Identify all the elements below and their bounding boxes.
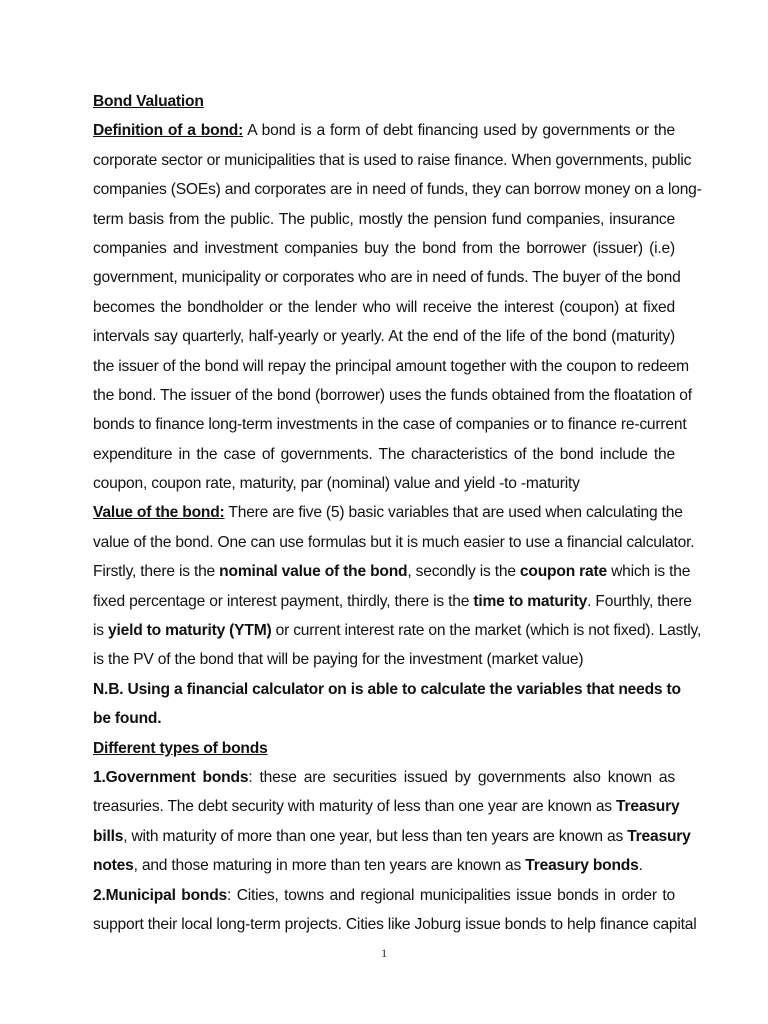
value-text: Firstly, there is the — [93, 563, 220, 581]
value-bold-term: time to maturity — [473, 592, 588, 610]
document-body — [93, 87, 702, 939]
types-heading-line — [93, 734, 675, 763]
gov-bonds-text: . — [638, 857, 643, 875]
value-line — [93, 557, 691, 586]
definition-line: the issuer of the bond will repay the principal amount together with the coupon to redeem — [93, 357, 689, 375]
value-heading: Value of the bond: — [93, 504, 225, 522]
value-text: which is the — [606, 563, 691, 581]
definition-line: bonds to finance long-term investments in the case of companies or to finance re-current — [93, 416, 687, 434]
muni-bonds-term: 2.Municipal bonds — [93, 886, 228, 904]
value-line — [93, 587, 692, 616]
value-text: fixed percentage or interest payment, thirdly, there is the — [93, 592, 474, 610]
value-line: is the PV of the bond that will be paying for the investment (market value) — [93, 651, 584, 669]
definition-line: the bond. The issuer of the bond (borrower) uses the funds obtained from the floatation of — [93, 386, 692, 404]
gov-bonds-line — [93, 763, 675, 792]
nb-note-line: be found. — [93, 710, 162, 728]
value-bold-term: nominal value of the bond — [219, 563, 408, 581]
gov-bonds-line — [93, 851, 675, 880]
definition-line — [93, 116, 675, 145]
gov-bonds-term: Treasury bonds — [525, 857, 639, 875]
gov-bonds-text: : these are securities issued by governments also known as — [248, 768, 675, 786]
gov-bonds-line — [93, 792, 680, 821]
muni-bonds-line: support their local long-term projects. Cities like Joburg issue bonds to help finance capital — [93, 915, 697, 933]
definition-line: government, municipality or corporates who are in need of funds. The buyer of the bond — [93, 269, 681, 287]
definition-line: intervals say quarterly, half-yearly or yearly. At the end of the life of the bond (maturity) — [93, 328, 675, 346]
gov-bonds-text: , and those maturing in more than ten years are known as — [133, 857, 526, 875]
definition-text: A bond is a form of debt financing used by governments or the — [243, 122, 675, 140]
gov-bonds-term: notes — [93, 857, 134, 875]
value-line: value of the bond. One can use formulas but it is much easier to use a financial calculator. — [93, 533, 695, 551]
gov-bonds-term: 1.Government bonds — [93, 768, 249, 786]
title-text: Bond Valuation — [93, 93, 204, 110]
value-text: , secondly is the — [407, 563, 520, 581]
definition-line: becomes the bondholder or the lender who will receive the interest (coupon) at fixed — [93, 298, 675, 316]
muni-bonds-text: : Cities, towns and regional municipalities issue bonds in order to — [227, 886, 675, 904]
definition-line: coupon, coupon rate, maturity, par (nominal) value and yield -to -maturity — [93, 475, 580, 493]
definition-line: companies (SOEs) and corporates are in need of funds, they can borrow money on a long- — [93, 181, 702, 199]
value-text: or current interest rate on the market (which is not fixed). Lastly, — [271, 622, 702, 640]
definition-line: companies and investment companies buy the bond from the borrower (issuer) (i.e) — [93, 239, 675, 257]
value-line — [93, 498, 683, 527]
gov-bonds-text: , with maturity of more than one year, but less than ten years are known as — [123, 827, 628, 845]
value-bold-term: coupon rate — [519, 563, 607, 581]
definition-line: term basis from the public. The public, mostly the pension fund companies, insurance — [93, 210, 675, 228]
muni-bonds-line — [93, 881, 675, 910]
gov-bonds-text: treasuries. The debt security with maturity of less than one year are known as — [93, 798, 617, 816]
gov-bonds-term: Treasury — [616, 798, 680, 816]
types-heading: Different types of bonds — [93, 739, 268, 757]
page-number: 1 — [381, 946, 387, 960]
value-text: There are five (5) basic variables that are used when calculating the — [224, 504, 683, 522]
nb-note-line: N.B. Using a financial calculator on is able to calculate the variables that needs to — [93, 680, 681, 698]
value-text: is — [93, 622, 108, 640]
gov-bonds-line — [93, 822, 691, 851]
definition-line: corporate sector or municipalities that is used to raise finance. When governments, public — [93, 151, 692, 169]
gov-bonds-term: bills — [93, 827, 124, 845]
document-title — [93, 87, 675, 116]
value-text: . Fourthly, there — [587, 592, 692, 610]
value-line — [93, 616, 702, 645]
gov-bonds-term: Treasury — [627, 827, 691, 845]
value-bold-term: yield to maturity (YTM) — [108, 622, 272, 640]
definition-line: expenditure in the case of governments. The characteristics of the bond include the — [93, 445, 675, 463]
definition-heading: Definition of a bond: — [93, 122, 244, 140]
